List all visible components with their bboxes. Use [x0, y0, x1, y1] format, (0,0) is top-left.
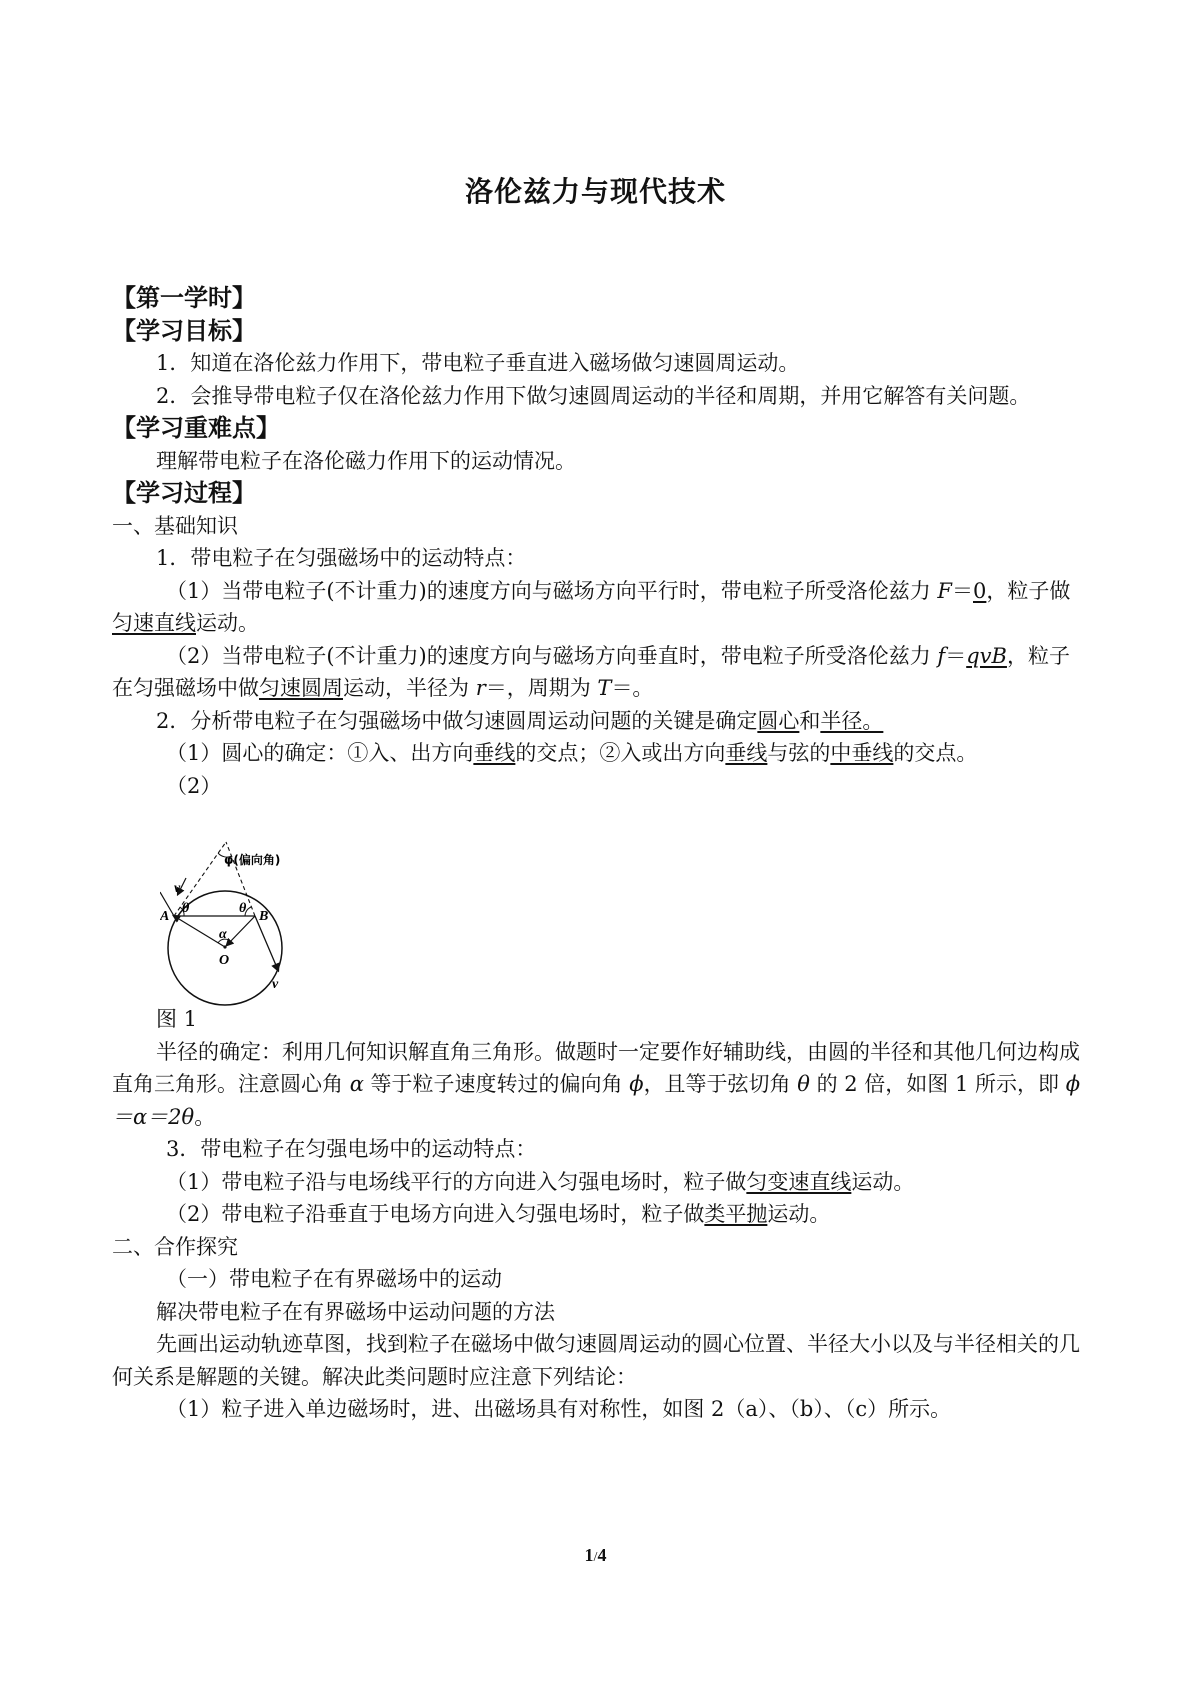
heading-key-points: 【学习重难点】	[112, 413, 280, 442]
conclusion-1: （1）粒子进入单边磁场时，进、出磁场具有对称性，如图 2（a）、（b）、（c）所示。	[166, 1397, 952, 1421]
radius-paragraph: 半径的确定：利用几何知识解直角三角形。做题时一定要作好辅助线，由圆的半径和其他几何边构成直角三角形。注意圆心角 α 等于粒子速度转过的偏向角 ϕ，且等于弦切角 θ 的 2 倍，如图 1 所示，即 ϕ＝α＝2θ。	[112, 1039, 1081, 1129]
point-2b: （2）	[166, 773, 222, 798]
heading-first-period: 【第一学时】	[112, 283, 256, 312]
radius-oa	[174, 916, 225, 947]
subsection-bounded-field: （一）带电粒子在有界磁场中的运动	[166, 1267, 502, 1291]
point-1a: （1）当带电粒子(不计重力)的速度方向与磁场方向平行时，带电粒子所受洛伦兹力 F＝0，粒子做匀速直线运动。	[112, 578, 1071, 635]
method-text: 先画出运动轨迹草图，找到粒子在磁场中做匀速圆周运动的圆心位置、半径大小以及与半径相关的几何关系是解题的关键。解决此类问题时应注意下列结论：	[112, 1332, 1080, 1389]
section-cooperative-inquiry: 二、合作探究	[112, 1234, 238, 1259]
page-title: 洛伦兹力与现代技术	[464, 175, 726, 208]
label-point-b: B	[259, 909, 269, 924]
answer-uniform-linear: 匀速直线	[112, 611, 196, 635]
heading-learning-goals: 【学习目标】	[112, 315, 256, 345]
label-theta-right: θ	[239, 901, 247, 916]
figure-caption: 图 1	[156, 1007, 198, 1031]
method-title: 解决带电粒子在有界磁场中运动问题的方法	[156, 1299, 555, 1324]
point-2: 2．分析带电粒子在匀强磁场中做匀速圆周运动问题的关键是确定圆心和半径。	[156, 708, 884, 733]
label-center-o: O	[219, 953, 230, 968]
point-1: 1．带电粒子在匀强磁场中的运动特点：	[156, 546, 527, 570]
label-v-out: v	[272, 977, 279, 992]
goal-2: 2．会推导带电粒子仅在洛伦兹力作用下做匀速圆周运动的半径和周期，并用它解答有关问题。	[156, 383, 1031, 408]
answer-uniform-circular: 匀速圆周	[259, 676, 343, 700]
radius-ob	[227, 916, 255, 945]
page-number: 1/4	[584, 1545, 607, 1565]
point-1b: （2）当带电粒子(不计重力)的速度方向与磁场方向垂直时，带电粒子所受洛伦兹力 f＝qvB，粒子在匀强磁场中做匀速圆周运动，半径为 r＝，周期为 T＝。	[112, 643, 1070, 700]
point-3: 3．带电粒子在匀强电场中的运动特点：	[166, 1137, 537, 1161]
section-basic-knowledge: 一、基础知识	[112, 513, 238, 538]
heading-learning-process: 【学习过程】	[112, 478, 256, 507]
goal-1: 1．知道在洛伦兹力作用下，带电粒子垂直进入磁场做匀速圆周运动。	[156, 351, 800, 375]
label-deflection-angle: φ(偏向角)	[224, 853, 281, 867]
figure-1-circle-diagram	[160, 834, 318, 1010]
key-point-text: 理解带电粒子在洛伦磁力作用下的运动情况。	[156, 448, 576, 473]
label-v-in: v	[174, 881, 181, 896]
label-alpha: α	[219, 927, 227, 942]
velocity-out	[255, 916, 278, 970]
label-theta-left: θ	[182, 901, 190, 916]
point-3a: （1）带电粒子沿与电场线平行的方向进入匀强电场时，粒子做匀变速直线运动。	[166, 1169, 915, 1194]
point-2a: （1）圆心的确定：①入、出方向垂线的交点；②入或出方向垂线与弦的中垂线的交点。	[166, 741, 978, 765]
center-point	[223, 945, 226, 948]
label-point-a: A	[160, 909, 170, 924]
point-3b: （2）带电粒子沿垂直于电场方向进入匀强电场时，粒子做类平抛运动。	[166, 1202, 831, 1226]
